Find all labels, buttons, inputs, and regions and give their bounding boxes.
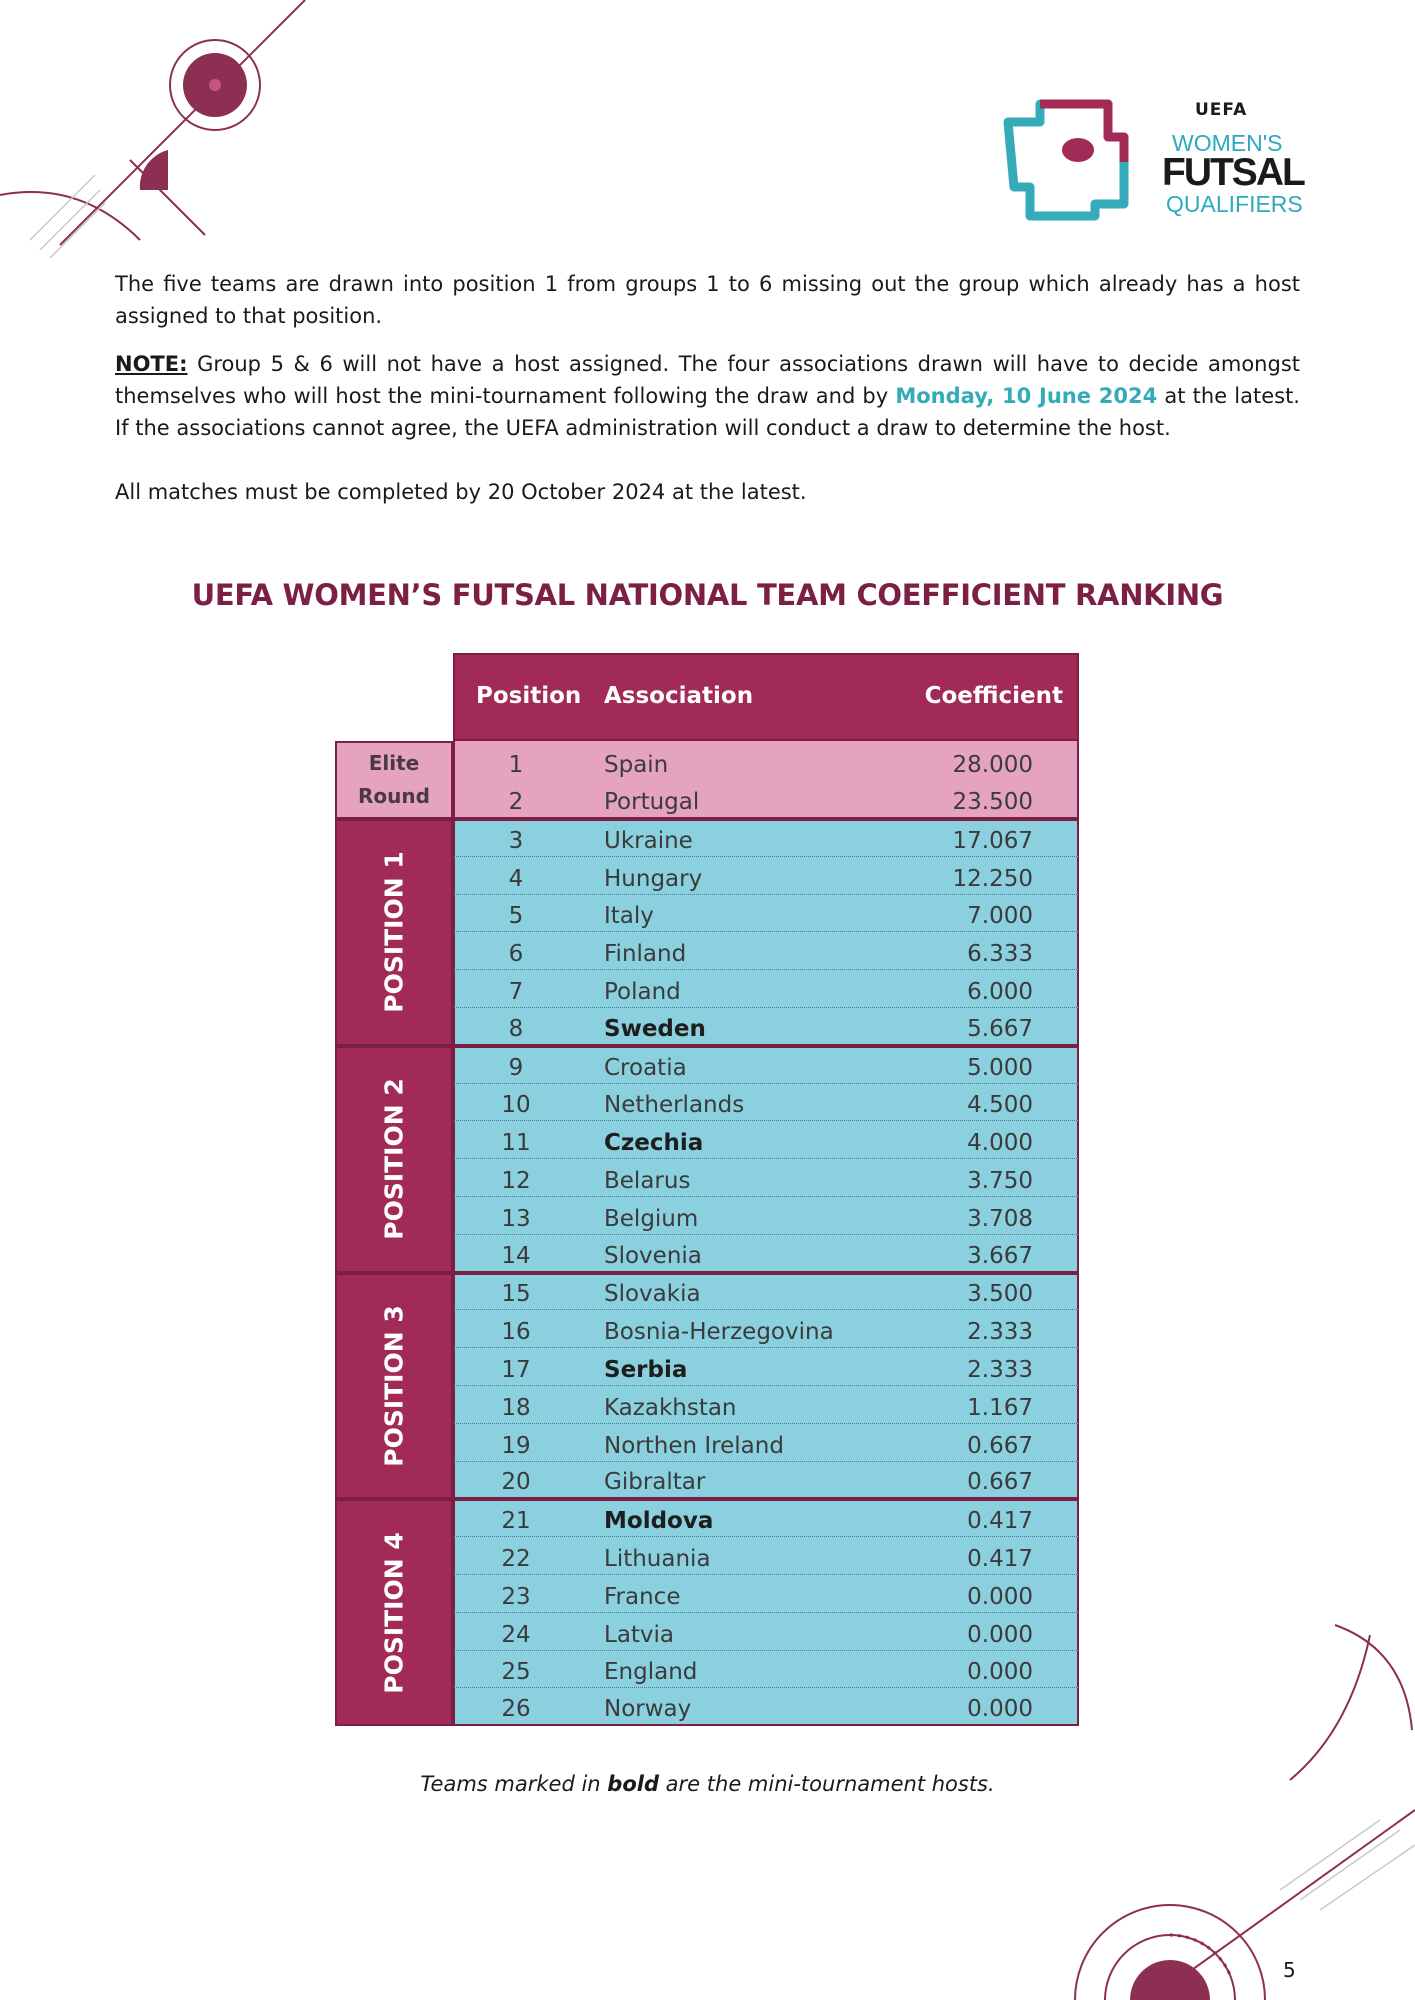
coefficient-cell: 4.000: [967, 1130, 1033, 1157]
coefficient-cell: 0.667: [967, 1432, 1033, 1459]
table-row: [453, 1273, 1079, 1311]
association-cell: France: [604, 1583, 681, 1610]
table-row: [453, 780, 1079, 819]
table-row: [453, 1159, 1079, 1197]
coefficient-cell: 0.000: [967, 1583, 1033, 1610]
position-group-label: [335, 1499, 453, 1726]
table-header: [453, 653, 1079, 741]
rank-cell: 23: [501, 1583, 531, 1610]
footnote: [0, 1772, 1415, 1796]
table-row: [453, 970, 1079, 1008]
association-cell: Slovenia: [604, 1242, 702, 1269]
paragraph-note: [115, 348, 1300, 444]
association-cell: Belarus: [604, 1167, 691, 1194]
coefficient-cell: 3.667: [967, 1242, 1033, 1269]
table-row: [453, 1688, 1079, 1726]
position-group-label: [335, 1273, 453, 1500]
table-row: [453, 1008, 1079, 1046]
association-cell: Sweden: [604, 1015, 706, 1042]
footnote-a: Teams marked in: [420, 1772, 608, 1796]
logo-uefa-text: UEFA: [1195, 100, 1248, 120]
coefficient-cell: 3.750: [967, 1167, 1033, 1194]
coefficient-cell: 7.000: [967, 903, 1033, 930]
rank-cell: 4: [508, 865, 524, 892]
header-position: Position: [476, 683, 582, 709]
position-group-text: POSITION 4: [379, 1532, 409, 1694]
coefficient-cell: 1.167: [967, 1394, 1033, 1421]
table-row: [453, 1424, 1079, 1462]
rank-cell: 11: [501, 1130, 531, 1157]
coefficient-cell: 2.333: [967, 1319, 1033, 1346]
coefficient-cell: 4.500: [967, 1092, 1033, 1119]
paragraph-completion: All matches must be completed by 20 October 2024 at the latest.: [115, 480, 807, 504]
coefficient-cell: 6.000: [967, 978, 1033, 1005]
table-row: [453, 932, 1079, 970]
note-text-a: Group 5 & 6 will not have a host assigned. The four associations drawn will have to decide amongst themselves who will host the mini-tournament following the draw and by: [115, 352, 1300, 408]
decor-top-left: [0, 0, 330, 260]
association-cell: Lithuania: [604, 1545, 711, 1572]
header-coefficient: Coefficient: [924, 683, 1063, 709]
table-row: [453, 857, 1079, 895]
position-group-label: [335, 819, 453, 1046]
table-row: [453, 1499, 1079, 1537]
coefficient-cell: 0.667: [967, 1469, 1033, 1496]
table-row: [453, 1613, 1079, 1651]
association-cell: Serbia: [604, 1356, 688, 1383]
rank-cell: 1: [508, 752, 524, 778]
rank-cell: 20: [501, 1469, 531, 1496]
note-label: NOTE:: [115, 352, 188, 376]
footnote-c: are the mini-tournament hosts.: [659, 1772, 995, 1796]
table-row: [453, 1348, 1079, 1386]
table-row: [453, 1651, 1079, 1689]
rank-cell: 25: [501, 1659, 531, 1686]
rank-cell: 17: [501, 1356, 531, 1383]
association-cell: Netherlands: [604, 1092, 745, 1119]
logo-line-1: WOMEN'S: [1172, 130, 1283, 156]
coefficient-cell: 23.500: [952, 789, 1033, 815]
association-cell: Spain: [604, 752, 669, 778]
rank-cell: 12: [501, 1167, 531, 1194]
position-group-text: POSITION 3: [379, 1305, 409, 1467]
rank-cell: 10: [501, 1092, 531, 1119]
rank-cell: 22: [501, 1545, 531, 1572]
coefficient-cell: 0.417: [967, 1545, 1033, 1572]
coefficient-cell: 6.333: [967, 941, 1033, 968]
coefficient-cell: 17.067: [952, 827, 1033, 854]
page-number: 5: [1283, 1958, 1296, 1982]
position-group-text: POSITION 1: [379, 851, 409, 1014]
association-cell: Ukraine: [604, 827, 693, 854]
association-cell: Czechia: [604, 1130, 704, 1157]
rank-cell: 19: [501, 1432, 531, 1459]
table-row: [453, 1235, 1079, 1273]
coefficient-cell: 28.000: [952, 752, 1033, 778]
coefficient-cell: 5.667: [967, 1015, 1033, 1042]
table-row: [453, 1462, 1079, 1500]
table-row: [453, 1386, 1079, 1424]
rank-cell: 14: [501, 1242, 531, 1269]
association-cell: Latvia: [604, 1621, 675, 1648]
note-text-b: at the latest. If the associations cannot agree, the UEFA administration will conduct a draw to determine the host.: [115, 384, 1300, 440]
table-row: [453, 1046, 1079, 1084]
rank-cell: 26: [501, 1696, 531, 1723]
association-cell: England: [604, 1659, 698, 1686]
footnote-bold: bold: [607, 1772, 659, 1796]
header-association: Association: [604, 683, 754, 709]
table-row: [453, 819, 1079, 857]
position-group-text: POSITION 2: [379, 1078, 409, 1240]
association-cell: Poland: [604, 978, 681, 1005]
coefficient-cell: 3.708: [967, 1205, 1033, 1232]
coefficient-cell: 0.000: [967, 1659, 1033, 1686]
position-group-label: [335, 1046, 453, 1273]
coefficient-cell: 2.333: [967, 1356, 1033, 1383]
paragraph-draw-info: The five teams are drawn into position 1 from groups 1 to 6 missing out the group which already has a host assigned to that position.: [115, 272, 1300, 328]
table-row: [453, 1197, 1079, 1235]
rank-cell: 16: [501, 1319, 531, 1346]
association-cell: Kazakhstan: [604, 1394, 737, 1421]
rank-cell: 24: [501, 1621, 531, 1648]
rank-cell: 5: [508, 903, 524, 930]
note-deadline-date: Monday, 10 June 2024: [895, 384, 1158, 408]
association-cell: Portugal: [604, 789, 700, 815]
association-cell: Norway: [604, 1696, 692, 1723]
rank-cell: 2: [508, 789, 524, 815]
ranking-title: UEFA WOMEN’S FUTSAL NATIONAL TEAM COEFFICIENT RANKING: [191, 578, 1224, 612]
association-cell: Slovakia: [604, 1281, 701, 1308]
rank-cell: 21: [501, 1508, 531, 1535]
table-row: [453, 895, 1079, 933]
coefficient-cell: 0.000: [967, 1696, 1033, 1723]
rank-cell: 7: [508, 978, 524, 1005]
table-row: [453, 741, 1079, 780]
association-cell: Belgium: [604, 1205, 699, 1232]
table-row: [453, 1084, 1079, 1122]
association-cell: Bosnia-Herzegovina: [604, 1319, 834, 1346]
elite-round-label: Elite Round: [335, 741, 453, 819]
rank-cell: 13: [501, 1205, 531, 1232]
rank-cell: 3: [508, 827, 524, 854]
rank-cell: 6: [508, 941, 524, 968]
association-cell: Northen Ireland: [604, 1432, 784, 1459]
rank-cell: 8: [508, 1015, 524, 1042]
association-cell: Moldova: [604, 1508, 714, 1535]
association-cell: Italy: [604, 903, 654, 930]
table-row: [453, 1121, 1079, 1159]
rank-cell: 9: [508, 1054, 524, 1081]
logo-line-2: FUTSAL: [1162, 151, 1304, 194]
association-cell: Hungary: [604, 865, 703, 892]
table-row: [453, 1310, 1079, 1348]
association-cell: Croatia: [604, 1054, 687, 1081]
coefficient-cell: 0.000: [967, 1621, 1033, 1648]
association-cell: Finland: [604, 941, 687, 968]
logo-line-3: QUALIFIERS: [1166, 191, 1303, 217]
coefficient-cell: 5.000: [967, 1054, 1033, 1081]
rank-cell: 15: [501, 1281, 531, 1308]
table-row: [453, 1575, 1079, 1613]
coefficient-cell: 12.250: [952, 865, 1033, 892]
coefficient-cell: 0.417: [967, 1508, 1033, 1535]
coefficient-cell: 3.500: [967, 1281, 1033, 1308]
association-cell: Gibraltar: [604, 1469, 706, 1496]
table-row: [453, 1537, 1079, 1575]
rank-cell: 18: [501, 1394, 531, 1421]
